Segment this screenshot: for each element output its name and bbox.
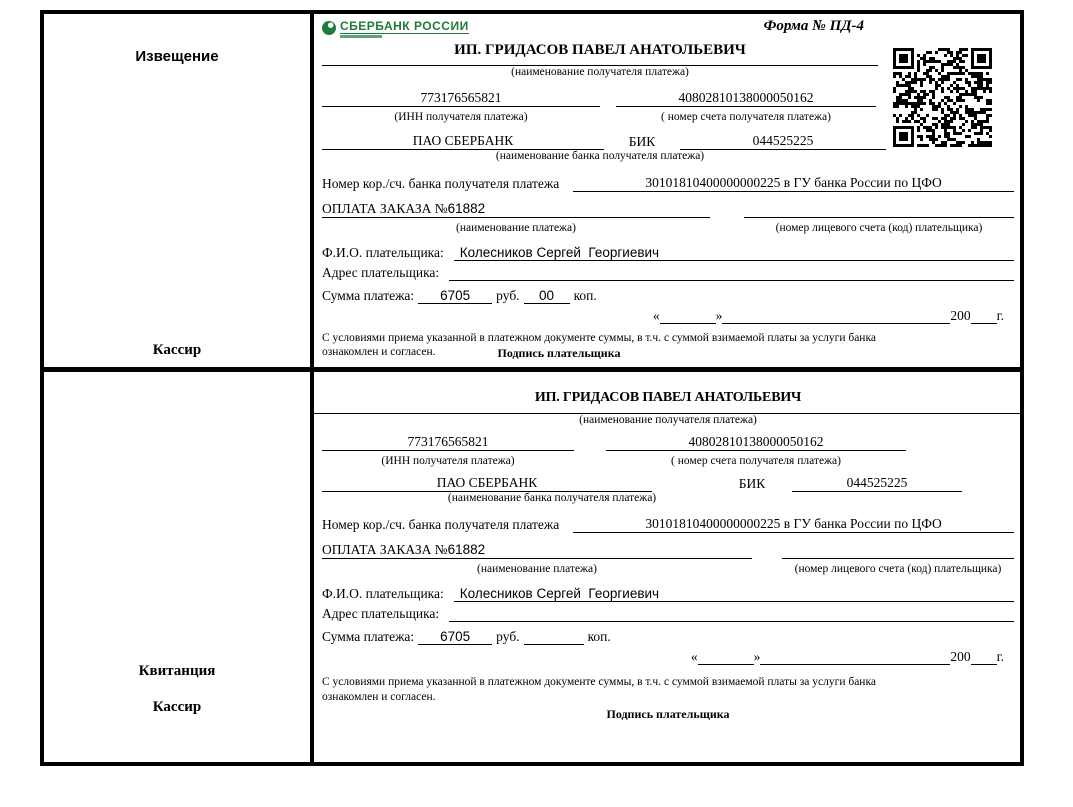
corr-value: 30101810400000000225 в ГУ банка России по ЦФО xyxy=(573,175,1014,192)
notice-label: Извещение xyxy=(135,48,219,65)
sberbank-logo xyxy=(322,18,469,38)
close-quote: » xyxy=(715,308,723,323)
inn-account-captions-2 xyxy=(322,451,1014,467)
inn-caption-2: (ИНН получателя платежа) xyxy=(381,455,515,467)
sum-row xyxy=(322,284,1014,304)
pd4-form xyxy=(40,10,1024,766)
payment-order-number: 61882 xyxy=(447,201,486,216)
kop-label-2: коп. xyxy=(587,629,611,644)
payment-captions-row-2 xyxy=(322,559,1014,575)
year-value: 200 xyxy=(950,308,971,323)
rub-label: руб. xyxy=(496,288,520,303)
date-row-2 xyxy=(322,645,1014,665)
address-blank xyxy=(449,280,1014,281)
notice-left-column xyxy=(44,14,314,367)
notice-body xyxy=(314,14,1020,367)
receipt-left-column xyxy=(44,372,314,762)
payment-captions-row xyxy=(322,218,1014,234)
notice-header-row xyxy=(322,18,1014,42)
payment-name-label-2: ОПЛАТА ЗАКАЗА № xyxy=(322,542,448,557)
sum-rub-value-2: 6705 xyxy=(418,629,492,645)
address-blank-2 xyxy=(449,621,1014,622)
close-quote-2: » xyxy=(753,649,761,664)
date-year-blank xyxy=(971,323,997,324)
address-row-2 xyxy=(322,602,1014,622)
receipt-body xyxy=(314,372,1020,762)
bik-value: 044525225 xyxy=(680,133,886,150)
section-notice xyxy=(44,14,1020,367)
inn-value-2: 773176565821 xyxy=(322,434,574,451)
bank-name: ПАО СБЕРБАНК xyxy=(322,133,604,150)
fio-value: Колесников Сергей Георгиевич xyxy=(454,245,1014,261)
sum-row-2 xyxy=(322,625,1014,645)
bank-caption-2: (наименование банка получателя платежа) xyxy=(447,492,657,504)
sum-kop-value: 00 xyxy=(524,288,570,304)
payment-caption: (наименование платежа) xyxy=(456,222,576,234)
sum-label-2: Сумма платежа: xyxy=(322,629,415,644)
sum-kop-value-2 xyxy=(524,644,584,645)
corr-value-2: 30101810400000000225 в ГУ банка России по ЦФО xyxy=(573,516,1014,533)
payment-name-row-2 xyxy=(322,538,1014,559)
payment-order-number-2: 61882 xyxy=(447,542,486,557)
rub-label-2: руб. xyxy=(496,629,520,644)
account-caption: ( номер счета получателя платежа) xyxy=(661,111,831,123)
qr-code xyxy=(893,48,992,147)
recipient-caption-2: (наименование получателя платежа) xyxy=(579,414,757,426)
signature-label-2: Подпись плательщика xyxy=(606,707,730,721)
bank-bik-row-2 xyxy=(322,469,1014,492)
corr-label: Номер кор./сч. банка получателя платежа xyxy=(322,176,560,191)
sum-label: Сумма платежа: xyxy=(322,288,415,303)
corr-account-row-2 xyxy=(322,512,1014,533)
account-caption-2: ( номер счета получателя платежа) xyxy=(671,455,841,467)
inn-caption: (ИНН получателя платежа) xyxy=(394,111,528,123)
fio-label: Ф.И.О. плательщика: xyxy=(322,245,444,260)
sberbank-logo-text: СБЕРБАНК РОССИИ xyxy=(340,19,469,33)
kop-label: коп. xyxy=(573,288,597,303)
fio-value-2: Колесников Сергей Георгиевич xyxy=(454,586,1014,602)
sberbank-logo-icon xyxy=(322,21,336,35)
section-receipt xyxy=(44,372,1020,762)
agreement-row xyxy=(322,346,1014,361)
payment-caption-2: (наименование платежа) xyxy=(477,563,597,575)
recipient-name: ИП. ГРИДАСОВ ПАВЕЛ АНАТОЛЬЕВИЧ xyxy=(322,42,878,66)
corr-label-2: Номер кор./сч. банка получателя платежа xyxy=(322,517,560,532)
bank-name-2: ПАО СБЕРБАНК xyxy=(322,475,652,492)
sberbank-logo-tagline xyxy=(340,35,382,38)
personal-account-caption-2: (номер лицевого счета (код) плательщика) xyxy=(794,563,1002,575)
date-day-blank-2 xyxy=(698,664,754,665)
form-number-label: Форма № ПД-4 xyxy=(763,18,864,34)
bik-value-2: 044525225 xyxy=(792,475,962,492)
payment-name-label: ОПЛАТА ЗАКАЗА № xyxy=(322,201,448,216)
address-row xyxy=(322,261,1014,281)
date-day-blank xyxy=(660,323,716,324)
year-suffix: г. xyxy=(996,308,1004,323)
personal-account-blank xyxy=(744,196,1014,218)
sum-rub-value: 6705 xyxy=(418,288,492,304)
fio-row xyxy=(322,241,1014,261)
personal-account-caption: (номер лицевого счета (код) плательщика) xyxy=(775,222,983,234)
corr-account-row xyxy=(322,171,1014,192)
date-month-blank-2 xyxy=(760,664,950,665)
fio-row-2 xyxy=(322,582,1014,602)
inn-account-row-2 xyxy=(322,430,1014,451)
bik-label-2: БИК xyxy=(738,476,766,491)
agreement-line1-2: С условиями приема указанной в платежном документе суммы, в т.ч. с суммой взимаемой платы за услуги банка xyxy=(322,676,876,688)
payment-name-row xyxy=(322,197,1014,218)
agreement-line2: ознакомлен и согласен. xyxy=(322,346,436,358)
date-month-blank xyxy=(722,323,950,324)
bik-label: БИК xyxy=(628,134,656,149)
bank-caption: (наименование банка получателя платежа) xyxy=(495,150,705,162)
agreement-line2-2: ознакомлен и согласен. xyxy=(322,691,436,703)
personal-account-blank-2 xyxy=(782,537,1014,559)
account-value-2: 40802810138000050162 xyxy=(606,434,906,451)
account-value: 40802810138000050162 xyxy=(616,90,876,107)
date-year-blank-2 xyxy=(971,664,997,665)
address-label-2: Адрес плательщика: xyxy=(322,606,440,621)
year-value-2: 200 xyxy=(950,649,971,664)
inn-value: 773176565821 xyxy=(322,90,600,107)
receipt-cashier-label: Кассир xyxy=(152,699,202,715)
receipt-label: Квитанция xyxy=(138,663,216,679)
signature-label: Подпись плательщика xyxy=(497,346,621,360)
address-label: Адрес плательщика: xyxy=(322,265,440,280)
open-quote-2: « xyxy=(690,649,698,664)
year-suffix-2: г. xyxy=(996,649,1004,664)
agreement-line1: С условиями приема указанной в платежном документе суммы, в т.ч. с суммой взимаемой платы за услуги банка xyxy=(322,332,876,344)
open-quote: « xyxy=(652,308,660,323)
date-row xyxy=(322,304,1014,324)
notice-cashier-label: Кассир xyxy=(152,342,202,358)
fio-label-2: Ф.И.О. плательщика: xyxy=(322,586,444,601)
recipient-name-2: ИП. ГРИДАСОВ ПАВЕЛ АНАТОЛЬЕВИЧ xyxy=(534,390,802,405)
recipient-caption: (наименование получателя платежа) xyxy=(511,66,689,78)
